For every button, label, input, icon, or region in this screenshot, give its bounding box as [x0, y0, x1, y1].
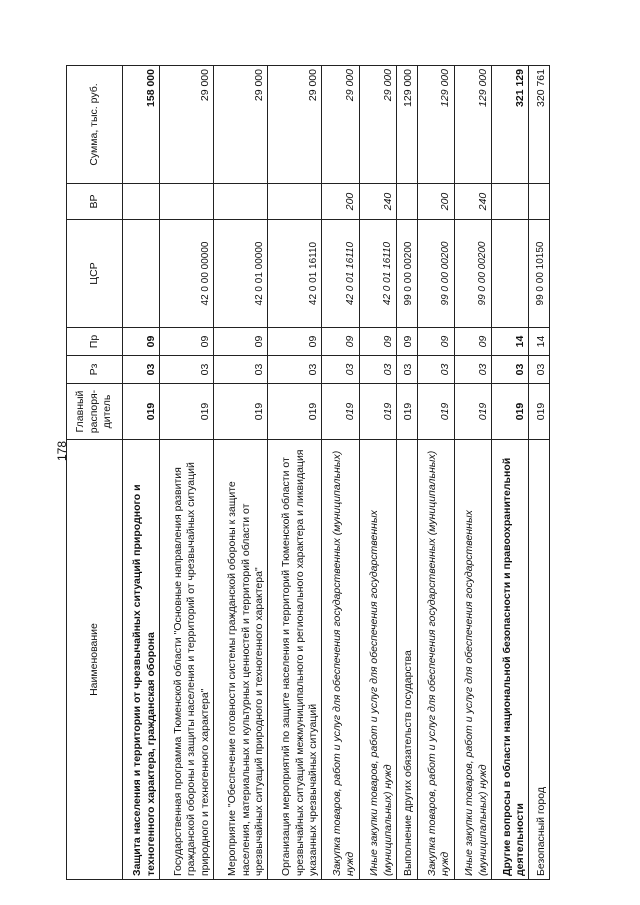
cell-pr: 14 [529, 328, 550, 356]
table-row [397, 66, 418, 880]
table-row [417, 66, 454, 880]
cell-name: Другие вопросы в области национальной безопасности и правоохранительной деятельности [492, 440, 529, 880]
cell-rz: 03 [322, 356, 359, 384]
table-row [492, 66, 529, 880]
cell-name: Организация мероприятий по защите населения и территорий Тюменской области от чрезвычайных ситуаций межмуниципального и регионального характера и ликвидация указанных чрезвычайных ситуаций [268, 440, 322, 880]
cell-sum: 29 000 [268, 66, 322, 184]
cell-manager: 019 [322, 384, 359, 440]
budget-table [66, 65, 550, 880]
cell-sum: 320 761 [529, 66, 550, 184]
cell-sum: 29 000 [359, 66, 396, 184]
table-row [214, 66, 268, 880]
table-row [160, 66, 214, 880]
cell-vr [397, 184, 418, 220]
cell-csr: 42 0 01 00000 [214, 220, 268, 328]
cell-manager: 019 [492, 384, 529, 440]
cell-sum: 29 000 [160, 66, 214, 184]
cell-vr [160, 184, 214, 220]
rotated-page [66, 66, 550, 880]
header-sum: Сумма, тыс. руб. [67, 66, 123, 184]
cell-rz: 03 [529, 356, 550, 384]
cell-name: Государственная программа Тюменской области "Основные направления развития гражданской обороны и защиты населения и территорий от чрезвычайных ситуаций природного и техногенного характера" [160, 440, 214, 880]
cell-manager: 019 [160, 384, 214, 440]
cell-manager: 019 [268, 384, 322, 440]
table-row [322, 66, 359, 880]
cell-pr: 09 [417, 328, 454, 356]
cell-name: Безопасный город [529, 440, 550, 880]
cell-name: Мероприятие "Обеспечение готовности системы гражданской обороны к защите населения, материальных и культурных ценностей и территорий области от чрезвычайных ситуаций природного и техногенного характера" [214, 440, 268, 880]
cell-rz: 03 [359, 356, 396, 384]
cell-name: Иные закупки товаров, работ и услуг для обеспечения государственных (муниципальных) нужд [454, 440, 491, 880]
cell-csr: 42 0 01 16110 [268, 220, 322, 328]
cell-sum: 29 000 [322, 66, 359, 184]
header-name: Наименование [67, 440, 123, 880]
cell-vr: 200 [322, 184, 359, 220]
cell-name: Защита населения и территории от чрезвычайных ситуаций природного и техногенного характера, гражданская оборона [123, 440, 160, 880]
cell-sum: 129 000 [454, 66, 491, 184]
cell-manager: 019 [417, 384, 454, 440]
cell-manager: 019 [359, 384, 396, 440]
table-row [359, 66, 396, 880]
cell-rz: 03 [417, 356, 454, 384]
table-body [123, 66, 550, 880]
cell-sum: 129 000 [417, 66, 454, 184]
cell-rz: 03 [492, 356, 529, 384]
header-csr: ЦСР [67, 220, 123, 328]
cell-csr [492, 220, 529, 328]
cell-name: Выполнение других обязательств государства [397, 440, 418, 880]
cell-vr [214, 184, 268, 220]
cell-manager: 019 [454, 384, 491, 440]
cell-vr: 200 [417, 184, 454, 220]
cell-pr: 09 [322, 328, 359, 356]
header-manager: Главный распоря-дитель [67, 384, 123, 440]
header-pr: Пр [67, 328, 123, 356]
cell-rz: 03 [268, 356, 322, 384]
cell-name: Закупка товаров, работ и услуг для обеспечения государственных (муниципальных) нужд [322, 440, 359, 880]
cell-csr: 99 0 00 00200 [397, 220, 418, 328]
cell-name: Иные закупки товаров, работ и услуг для обеспечения государственных (муниципальных) нужд [359, 440, 396, 880]
budget-table-area [66, 66, 550, 880]
cell-csr: 42 0 00 00000 [160, 220, 214, 328]
cell-rz: 03 [214, 356, 268, 384]
cell-pr: 09 [214, 328, 268, 356]
cell-vr: 240 [359, 184, 396, 220]
cell-pr: 09 [160, 328, 214, 356]
table-row [268, 66, 322, 880]
cell-sum: 129 000 [397, 66, 418, 184]
cell-vr [492, 184, 529, 220]
cell-pr: 14 [492, 328, 529, 356]
cell-vr: 240 [454, 184, 491, 220]
cell-manager: 019 [123, 384, 160, 440]
cell-pr: 09 [454, 328, 491, 356]
cell-pr: 09 [397, 328, 418, 356]
header-vr: ВР [67, 184, 123, 220]
cell-name: Закупка товаров, работ и услуг для обеспечения государственных (муниципальных) нужд [417, 440, 454, 880]
table-row [529, 66, 550, 880]
cell-sum: 158 000 [123, 66, 160, 184]
cell-vr [529, 184, 550, 220]
cell-manager: 019 [214, 384, 268, 440]
cell-pr: 09 [359, 328, 396, 356]
cell-rz: 03 [123, 356, 160, 384]
cell-csr: 99 0 00 00200 [454, 220, 491, 328]
cell-csr: 42 0 01 16110 [359, 220, 396, 328]
table-header-row [67, 66, 123, 880]
cell-vr [268, 184, 322, 220]
cell-rz: 03 [454, 356, 491, 384]
cell-csr: 99 0 00 00200 [417, 220, 454, 328]
table-row [123, 66, 160, 880]
cell-manager: 019 [397, 384, 418, 440]
table-row [454, 66, 491, 880]
cell-sum: 29 000 [214, 66, 268, 184]
cell-vr [123, 184, 160, 220]
cell-pr: 09 [123, 328, 160, 356]
cell-rz: 03 [160, 356, 214, 384]
cell-csr: 42 0 01 16110 [322, 220, 359, 328]
page-number: 178 [55, 440, 69, 462]
cell-rz: 03 [397, 356, 418, 384]
cell-manager: 019 [529, 384, 550, 440]
header-rz: Рз [67, 356, 123, 384]
cell-pr: 09 [268, 328, 322, 356]
cell-csr: 99 0 00 10150 [529, 220, 550, 328]
cell-sum: 321 129 [492, 66, 529, 184]
cell-csr [123, 220, 160, 328]
